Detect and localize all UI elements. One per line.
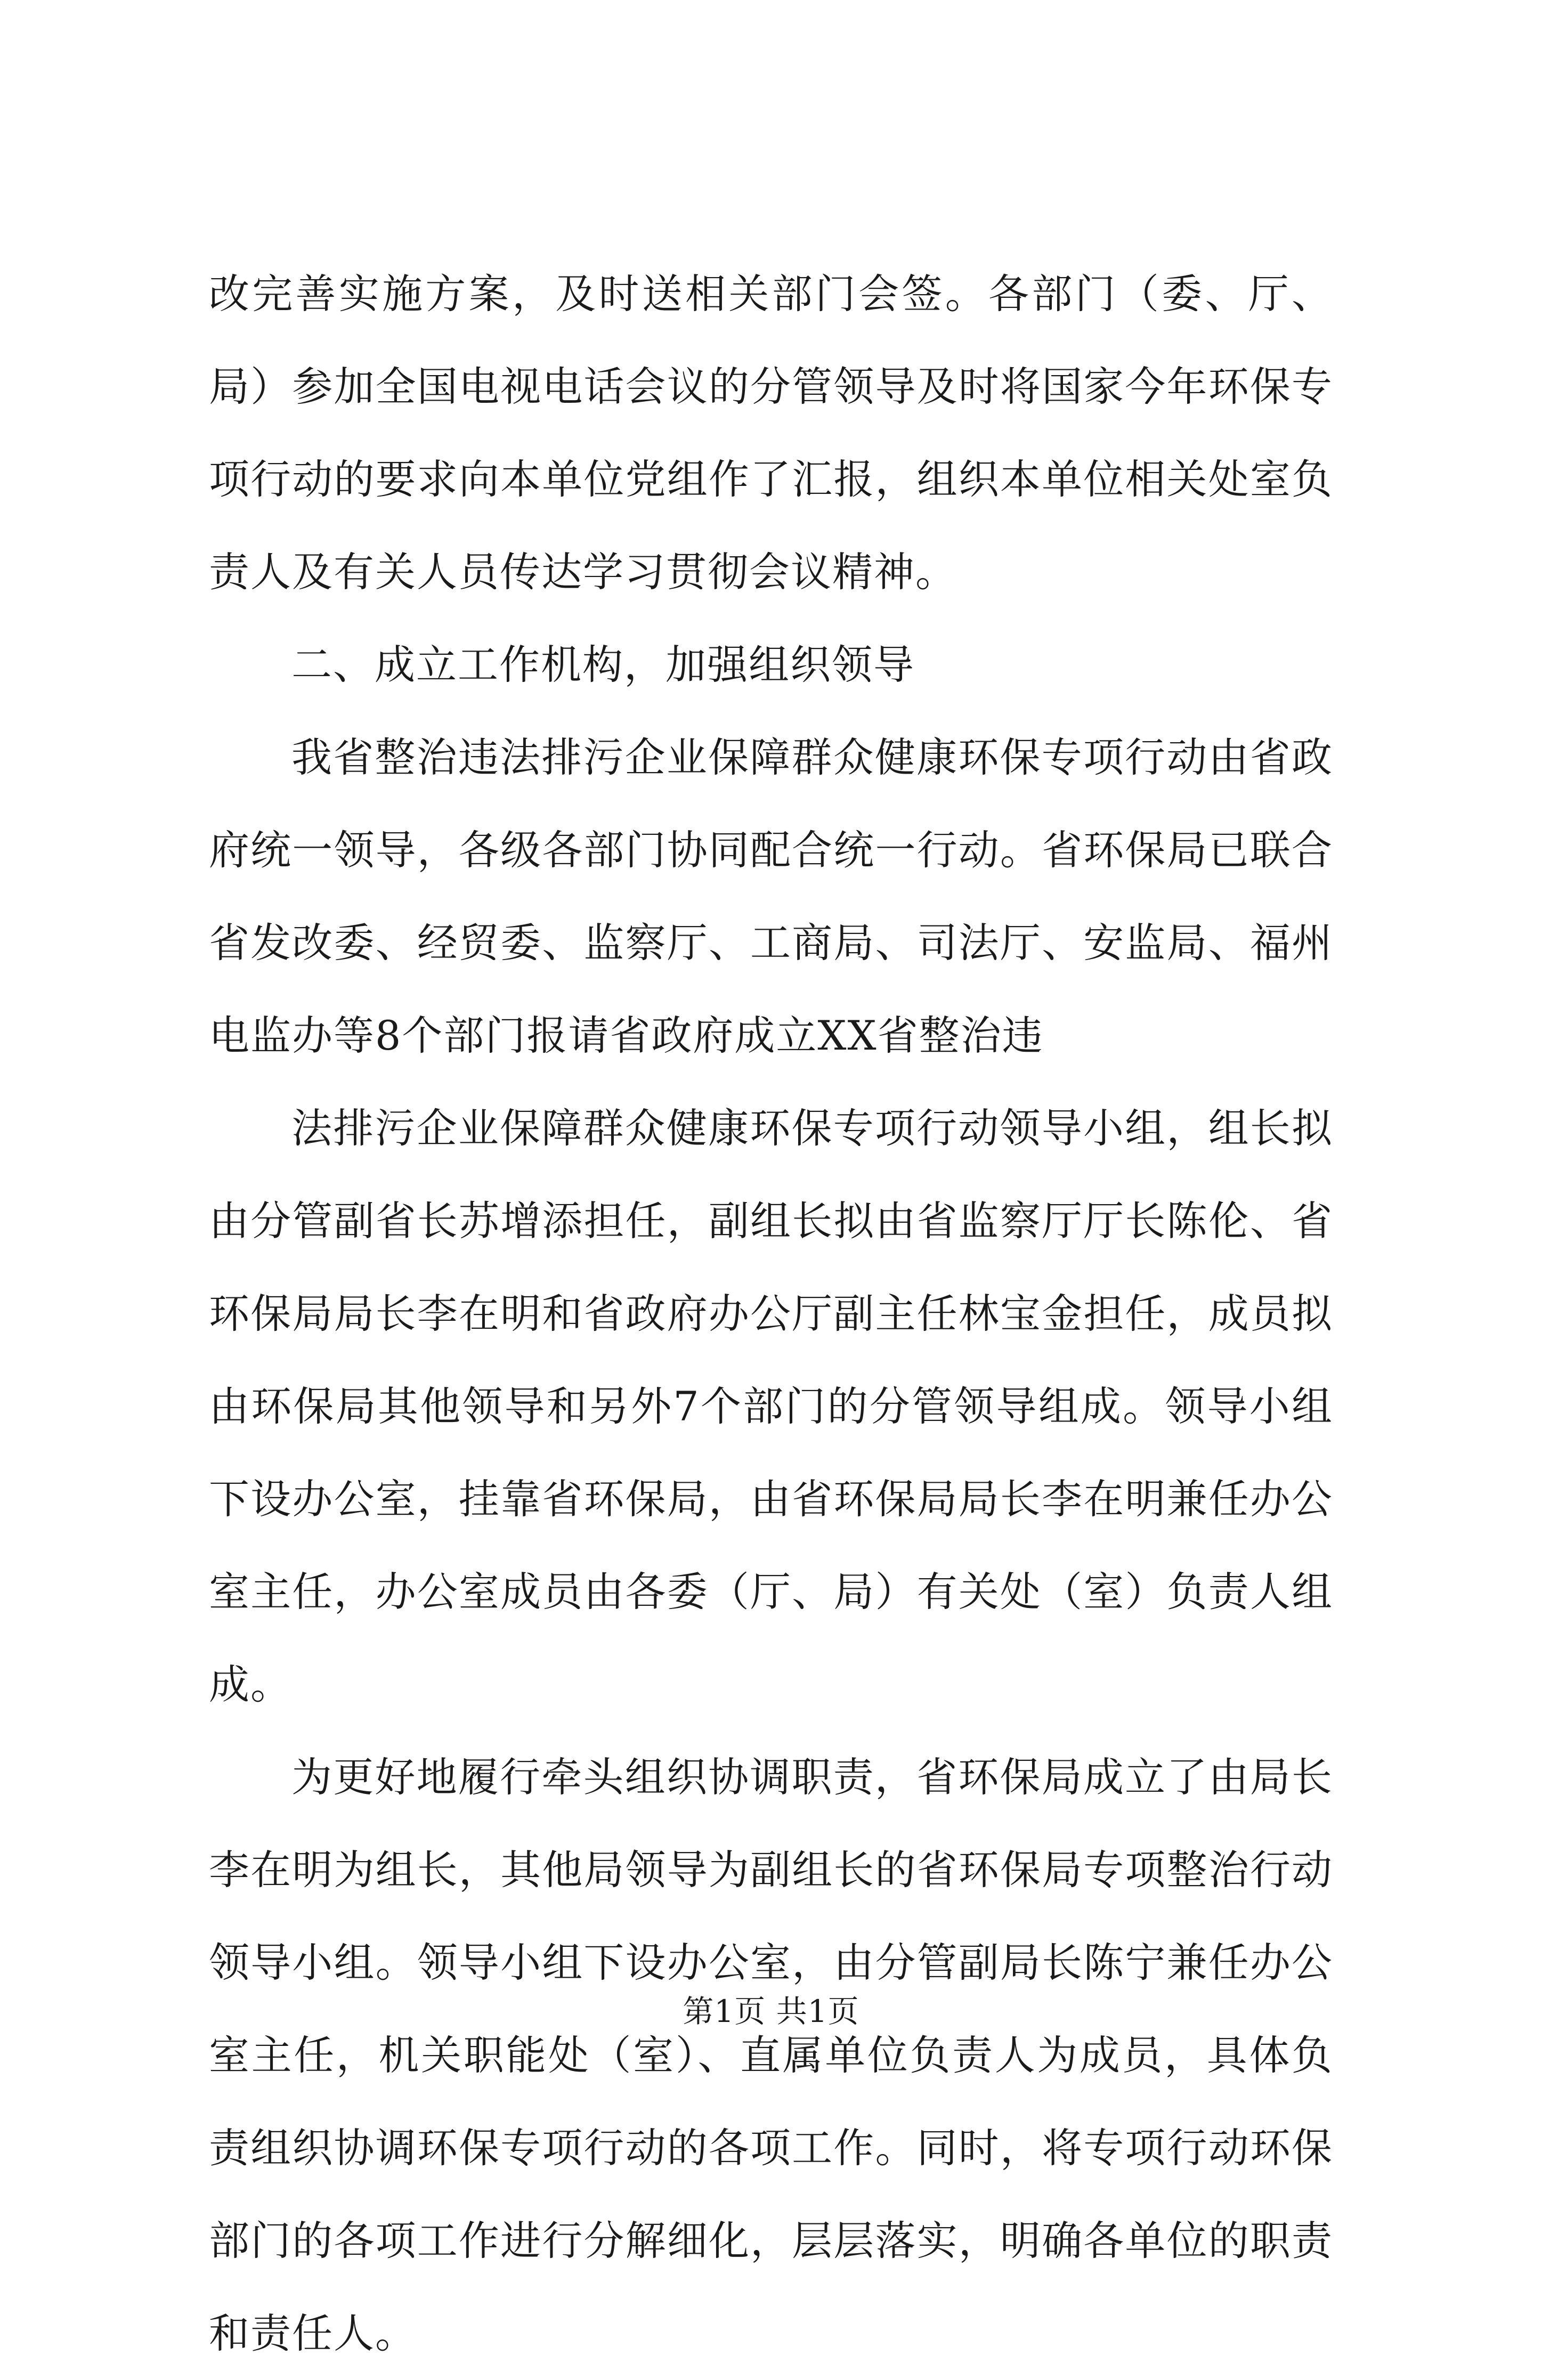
paragraph-continuation: 改完善实施方案，及时送相关部门会签。各部门（委、厅、局）参加全国电视电话会议的分管领导及时将国家今年环保专项行动的要求向本单位党组作了汇报，组织本单位相关处室负责人及有关人员传达学习贯彻会议精神。 — [209, 270, 1333, 596]
paragraph-leading-group: 法排污企业保障群众健康环保专项行动领导小组，组长拟由分管副省长苏增添担任，副组长拟由省监察厅厅长陈伦、省环保局局长李在明和省政府办公厅副主任林宝金担任，成员拟由环保局其他领导和另外7个部门的分管领导组成。领导小组下设办公室，挂靠省环保局，由省环保局局长李在明兼任办公室主任，办公室成员由各委（厅、局）有关处（室）负责人组成。 — [209, 1104, 1333, 1708]
section-heading: 二、成立工作机构，加强组织领导 — [291, 641, 915, 688]
paragraph-coordination: 为更好地履行牵头组织协调职责，省环保局成立了由局长李在明为组长，其他局领导为副组长的省环保局专项整治行动领导小组。领导小组下设办公室，由分管副局长陈宁兼任办公室主任，机关职能处（室）、直属单位负责人为成员，具体负责组织协调环保专项行动的各项工作。同时，将专项行动环保部门的各项工作进行分解细化，层层落实，明确各单位的职责和责任人。 — [209, 1753, 1333, 2357]
page-footer: 第1页 共1页 — [683, 1993, 859, 2029]
document-body — [209, 248, 1333, 2380]
paragraph-leadership: 我省整治违法排污企业保障群众健康环保专项行动由省政府统一领导，各级各部门协同配合统一行动。省环保局已联合省发改委、经贸委、监察厅、工商局、司法厅、安监局、福州电监办等8个部门报请省政府成立XX省整治违 — [209, 734, 1333, 1059]
